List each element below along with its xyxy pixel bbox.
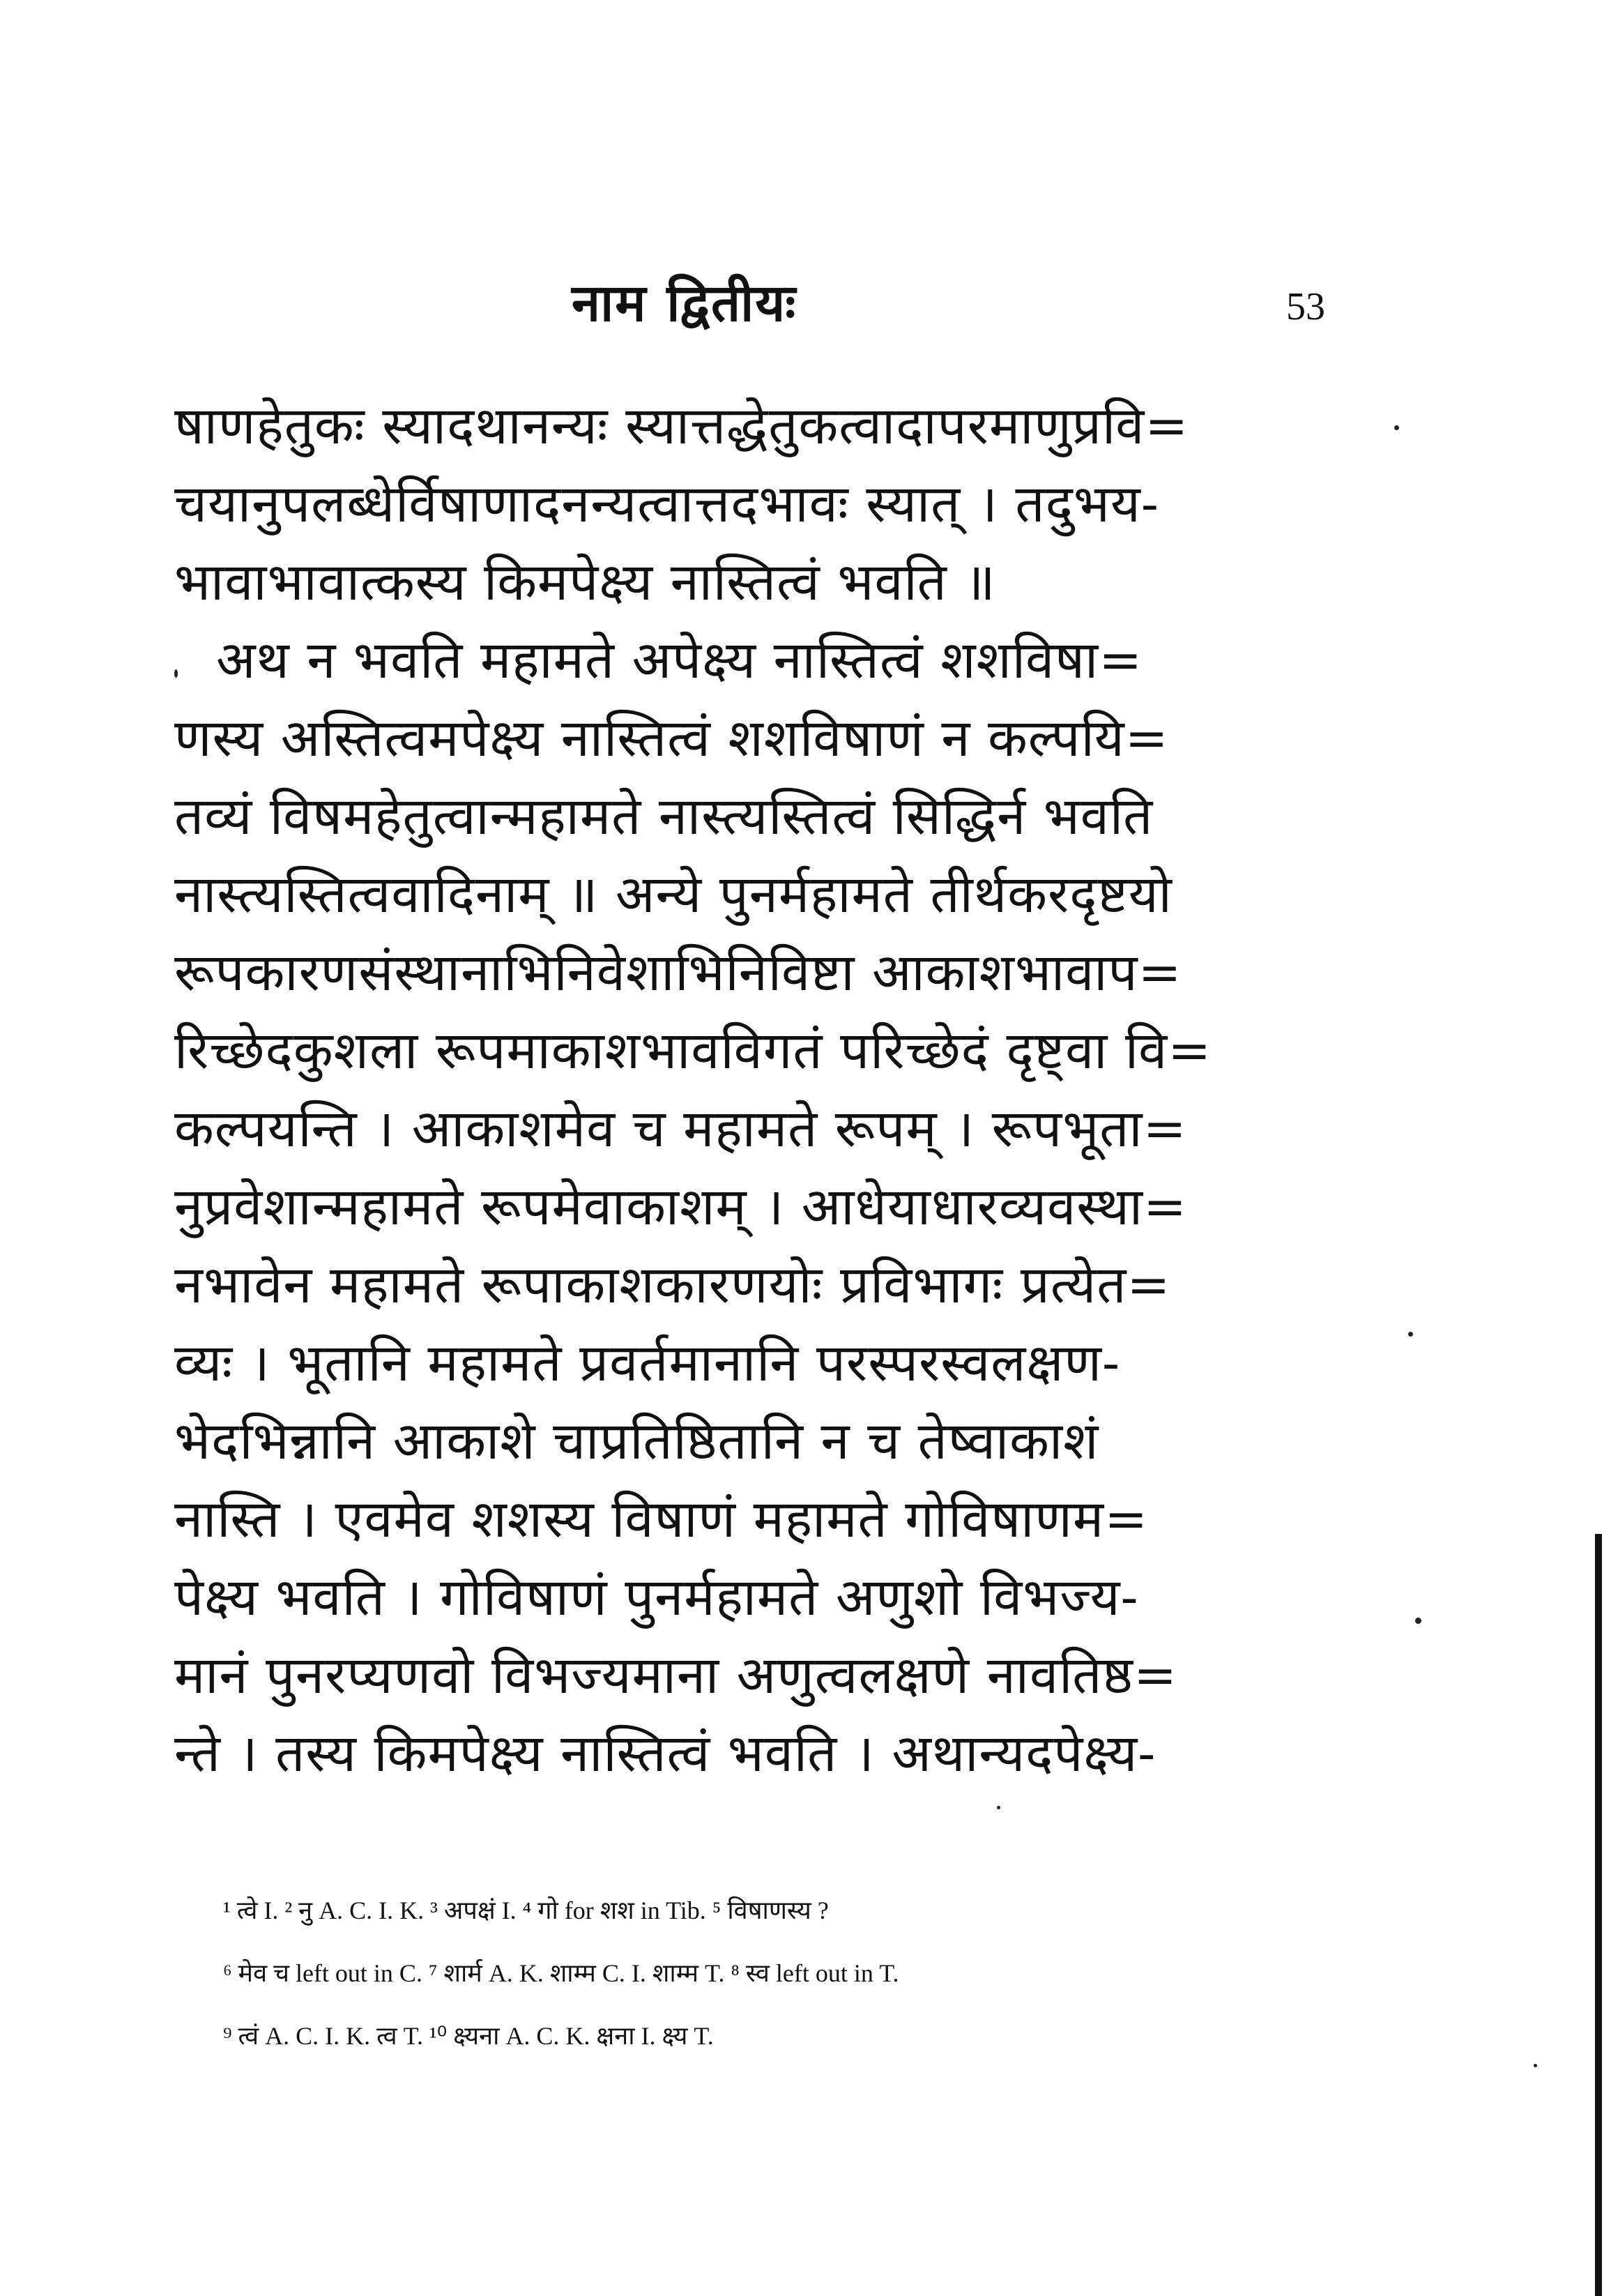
text-line: न्ते । तस्य किमपेक्ष्य नास्तित्वं भवति । अथान्यदपेक्ष्य- — [174, 1724, 1156, 1784]
text-line: नभावेन महामते रूपाकाशकारणयोः प्रविभागः प्रत्येत= — [174, 1255, 1171, 1315]
footnote-line: ¹ त्वे I. ² नु A. C. I. K. ³ अपक्षं I. ⁴ गो for शश in Tib. ⁵ विषाणस्य ? — [223, 1896, 829, 1924]
scan-speck — [1408, 1332, 1413, 1337]
text-line: पेक्ष्य भवति । गोविषाणं पुनर्महामते अणुशो विभज्य- — [174, 1567, 1139, 1627]
scan-edge-line — [1595, 1534, 1602, 2296]
scan-speck — [174, 669, 178, 678]
scan-speck — [1394, 425, 1399, 430]
text-line: षाणहेतुकः स्यादथानन्यः स्यात्तद्धेतुकत्वादापरमाणुप्रवि= — [174, 396, 1189, 456]
chapter-title: नाम द्वितीयः — [572, 273, 797, 333]
text-line: कल्पयन्ति । आकाशमेव च महामते रूपम् । रूपभूता= — [174, 1099, 1187, 1159]
running-head — [0, 265, 1611, 342]
text-line: नास्ति । एवमेव शशस्य विषाणं महामते गोविषाणम= — [174, 1489, 1149, 1549]
text-line: तव्यं विषमहेतुत्वान्महामते नास्त्यस्तित्वं सिद्धिर्न भवति — [174, 786, 1154, 846]
text-line: भावाभावात्कस्य किमपेक्ष्य नास्तित्वं भवति ॥ — [174, 552, 996, 612]
text-line: अथ न भवति महामते अपेक्ष्य नास्तित्वं शशविषा= — [216, 630, 1143, 690]
footnotes — [223, 1879, 1373, 2067]
footnote-line: ⁶ मेव च left out in C. ⁷ शार्म A. K. शाम्म C. I. शाम्म T. ⁸ स्व left out in T. — [223, 1959, 899, 1987]
footnote-line: ⁹ त्वं A. C. I. K. त्व T. ¹⁰ क्ष्यना A. C. K. क्षना I. क्ष्य T. — [223, 2022, 714, 2050]
text-line: रिच्छेदकुशला रूपमाकाशभावविगतं परिच्छेदं दृष्ट्वा वि= — [174, 1021, 1212, 1081]
text-line: णस्य अस्तित्वमपेक्ष्य नास्तित्वं शशविषाणं न कल्पयि= — [174, 708, 1169, 768]
text-line: रूपकारणसंस्थानाभिनिवेशाभिनिविष्टा आकाशभावाप= — [174, 943, 1182, 1003]
text-line: मानं पुनरप्यणवो विभज्यमाना अणुत्वलक्षणे नावतिष्ठ= — [174, 1645, 1178, 1705]
text-line: भेदभिन्नानि आकाशे चाप्रतिष्ठितानि न च तेष्वाकाशं — [174, 1411, 1099, 1471]
scan-speck — [1534, 2064, 1537, 2067]
text-line: व्यः । भूतानि महामते प्रवर्तमानानि परस्परस्वलक्षण- — [174, 1333, 1120, 1393]
page-number: 53 — [1286, 285, 1325, 328]
text-line: चयानुपलब्धेर्विषाणादनन्यत्वात्तदभावः स्यात् । तदुभय- — [174, 474, 1159, 534]
body-text — [174, 387, 1373, 1793]
scan-speck — [997, 1806, 1000, 1809]
text-line: नास्त्यस्तित्ववादिनाम् ॥ अन्ये पुनर्महामते तीर्थकरदृष्टयो — [174, 865, 1173, 925]
text-line: नुप्रवेशान्महामते रूपमेवाकाशम् । आधेयाधारव्यवस्था= — [174, 1177, 1188, 1237]
scan-speck — [1415, 1618, 1421, 1624]
